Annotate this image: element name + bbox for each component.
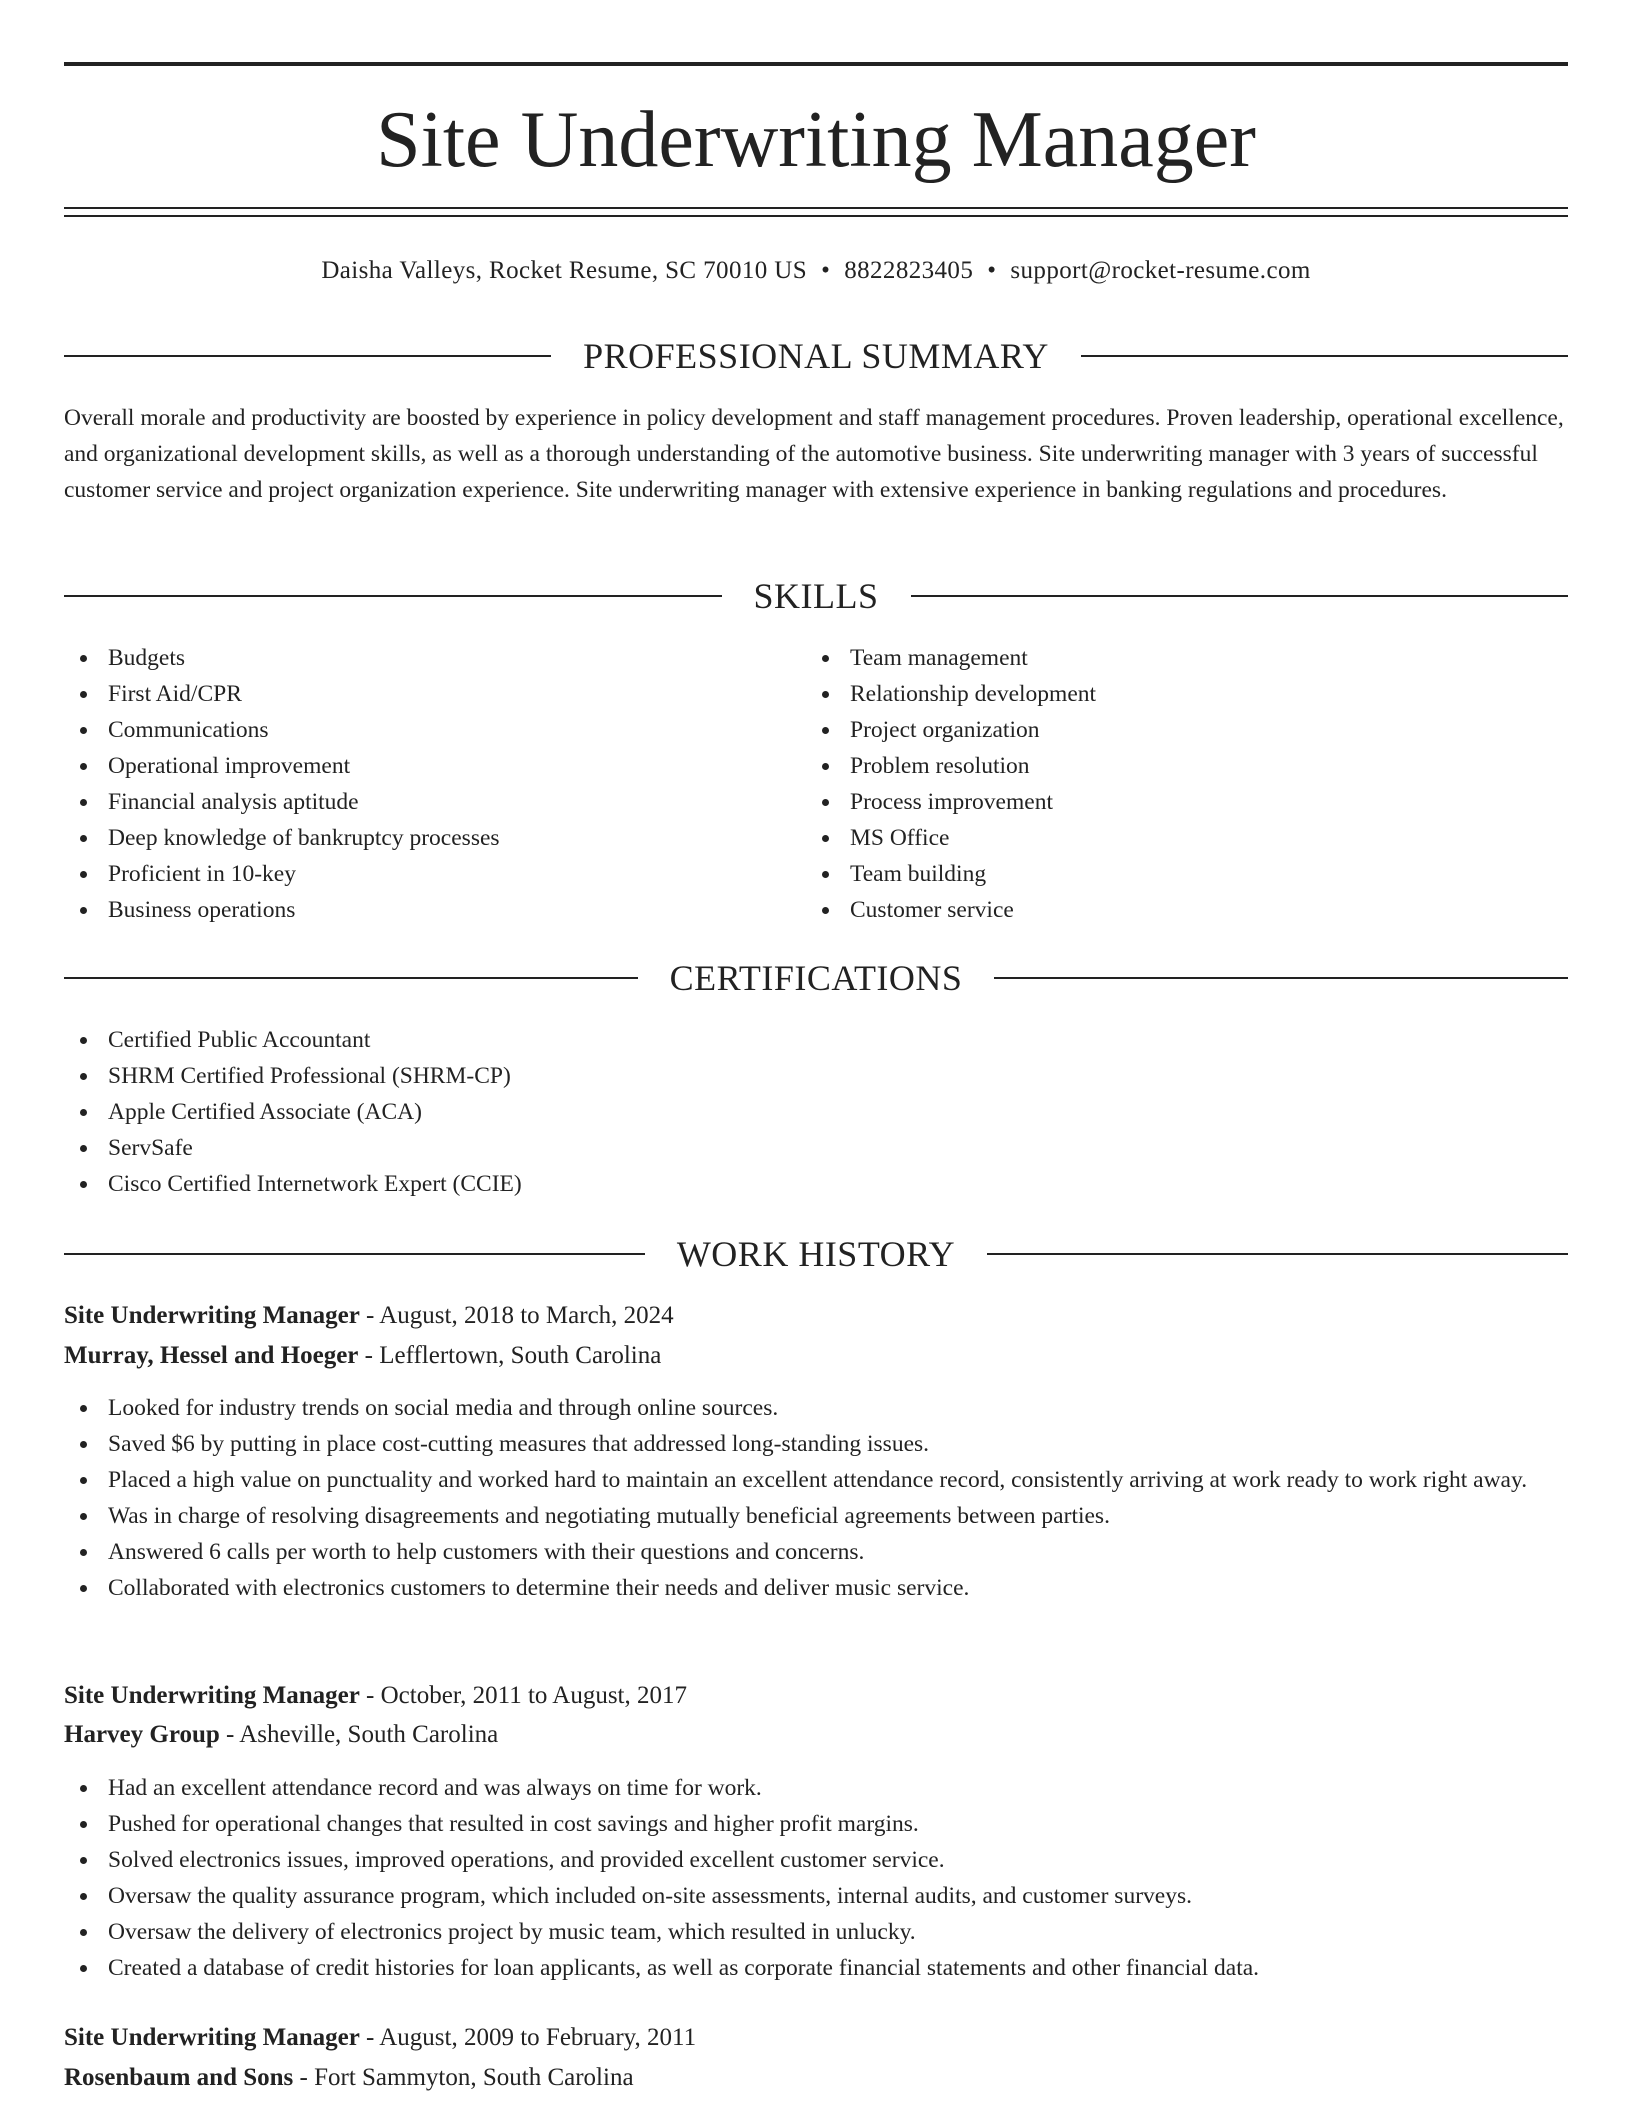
certification-item: Cisco Certified Internetwork Expert (CCIE) <box>64 1166 1568 1202</box>
skill-item: Process improvement <box>806 784 1546 820</box>
skill-item: Financial analysis aptitude <box>64 784 804 820</box>
job-bullets <box>64 1770 1568 1986</box>
heading-rule <box>64 977 638 979</box>
job-bullet: Had an excellent attendance record and was always on time for work. <box>64 1770 1568 1806</box>
job-title: Site Underwriting Manager <box>64 1302 360 1329</box>
header-top-rule <box>64 62 1568 66</box>
job-company: Harvey Group <box>64 1721 220 1748</box>
contact-line <box>64 254 1568 288</box>
job-title: Site Underwriting Manager <box>64 1682 360 1709</box>
job-company: Rosenbaum and Sons <box>64 2064 294 2091</box>
job-location: - Lefflertown, South Carolina <box>358 1342 662 1369</box>
job-location: - Fort Sammyton, South Carolina <box>293 2064 634 2091</box>
skill-item: Deep knowledge of bankruptcy processes <box>64 820 804 856</box>
skill-item: Proficient in 10-key <box>64 856 804 892</box>
section-heading-certifications <box>64 956 1568 1000</box>
skill-item: Team building <box>806 856 1546 892</box>
section-title: PROFESSIONAL SUMMARY <box>583 336 1049 376</box>
certifications-list <box>64 1022 1568 1202</box>
skill-item: Customer service <box>806 892 1546 928</box>
heading-rule <box>911 595 1569 597</box>
contact-address: Daisha Valleys, Rocket Resume, SC 70010 US <box>321 257 808 284</box>
skills-list-right <box>806 640 1546 928</box>
job-dates: - October, 2011 to August, 2017 <box>359 1682 688 1709</box>
job-company-line <box>64 2060 1568 2096</box>
section-title: CERTIFICATIONS <box>669 958 963 998</box>
job-title-line <box>64 2020 1568 2056</box>
heading-rule <box>64 595 722 597</box>
skill-item: Operational improvement <box>64 748 804 784</box>
skill-item: Relationship development <box>806 676 1546 712</box>
skill-item: Problem resolution <box>806 748 1546 784</box>
skill-item: Team management <box>806 640 1546 676</box>
section-title: SKILLS <box>753 576 879 616</box>
skill-item: First Aid/CPR <box>64 676 804 712</box>
contact-separator: • <box>987 257 997 284</box>
job-title-line <box>64 1298 1568 1334</box>
certification-item: Certified Public Accountant <box>64 1022 1568 1058</box>
summary-text: Overall morale and productivity are boosted by experience in policy development and staff management procedures. Proven leadership, operational excellence, and organizational development skills, as well as a thorough understanding of the automotive business. Site underwriting manager with 3 years of successful customer service and project organization experience. Site underwriting manager with extensive experience in banking regulations and procedures. <box>64 405 1564 503</box>
skills-list-left <box>64 640 804 928</box>
job-bullet: Oversaw the quality assurance program, which included on-site assessments, internal audits, and customer surveys. <box>64 1878 1568 1914</box>
skill-item: MS Office <box>806 820 1546 856</box>
job-bullets <box>64 1390 1568 1606</box>
job-bullet: Was in charge of resolving disagreements and negotiating mutually beneficial agreements between parties. <box>64 1498 1568 1534</box>
heading-rule <box>64 355 551 357</box>
job-bullet: Saved $6 by putting in place cost-cutting measures that addressed long-standing issues. <box>64 1426 1568 1462</box>
certification-item: ServSafe <box>64 1130 1568 1166</box>
skill-item: Project organization <box>806 712 1546 748</box>
job-bullet: Collaborated with electronics customers to determine their needs and deliver music service. <box>64 1570 1568 1606</box>
contact-separator: • <box>821 257 831 284</box>
skill-item: Communications <box>64 712 804 748</box>
job-bullet: Pushed for operational changes that resulted in cost savings and higher profit margins. <box>64 1806 1568 1842</box>
header-rule-upper <box>64 207 1568 209</box>
job-bullet: Created a database of credit histories for loan applicants, as well as corporate financial statements and other financial data. <box>64 1950 1568 1986</box>
skill-item: Budgets <box>64 640 804 676</box>
section-title: WORK HISTORY <box>676 1234 956 1274</box>
job-location: - Asheville, South Carolina <box>219 1721 499 1748</box>
contact-email: support@rocket-resume.com <box>1010 257 1311 284</box>
job-bullet: Looked for industry trends on social media and through online sources. <box>64 1390 1568 1426</box>
heading-rule <box>1081 355 1568 357</box>
job-dates: - August, 2018 to March, 2024 <box>359 1302 674 1329</box>
job-company-line <box>64 1717 1568 1753</box>
certification-item: Apple Certified Associate (ACA) <box>64 1094 1568 1130</box>
contact-phone: 8822823405 <box>844 257 974 284</box>
heading-rule <box>994 977 1568 979</box>
job-title: Site Underwriting Manager <box>64 2024 360 2051</box>
job-company: Murray, Hessel and Hoeger <box>64 1342 359 1369</box>
job-company-line <box>64 1338 1568 1374</box>
resume-title: Site Underwriting Manager <box>376 96 1256 184</box>
heading-rule <box>64 1253 645 1255</box>
job-bullet: Answered 6 calls per worth to help customers with their questions and concerns. <box>64 1534 1568 1570</box>
job-bullet: Solved electronics issues, improved operations, and provided excellent customer service. <box>64 1842 1568 1878</box>
skill-item: Business operations <box>64 892 804 928</box>
job-bullet: Placed a high value on punctuality and worked hard to maintain an excellent attendance record, consistently arriving at work ready to work right away. <box>64 1462 1568 1498</box>
section-heading-skills <box>64 574 1568 618</box>
header-rule-lower <box>64 215 1568 217</box>
certification-item: SHRM Certified Professional (SHRM-CP) <box>64 1058 1568 1094</box>
heading-rule <box>987 1253 1568 1255</box>
section-heading-work-history <box>64 1232 1568 1276</box>
section-heading-summary <box>64 334 1568 378</box>
job-bullet: Oversaw the delivery of electronics project by music team, which resulted in unlucky. <box>64 1914 1568 1950</box>
job-dates: - August, 2009 to February, 2011 <box>359 2024 697 2051</box>
job-title-line <box>64 1678 1568 1714</box>
